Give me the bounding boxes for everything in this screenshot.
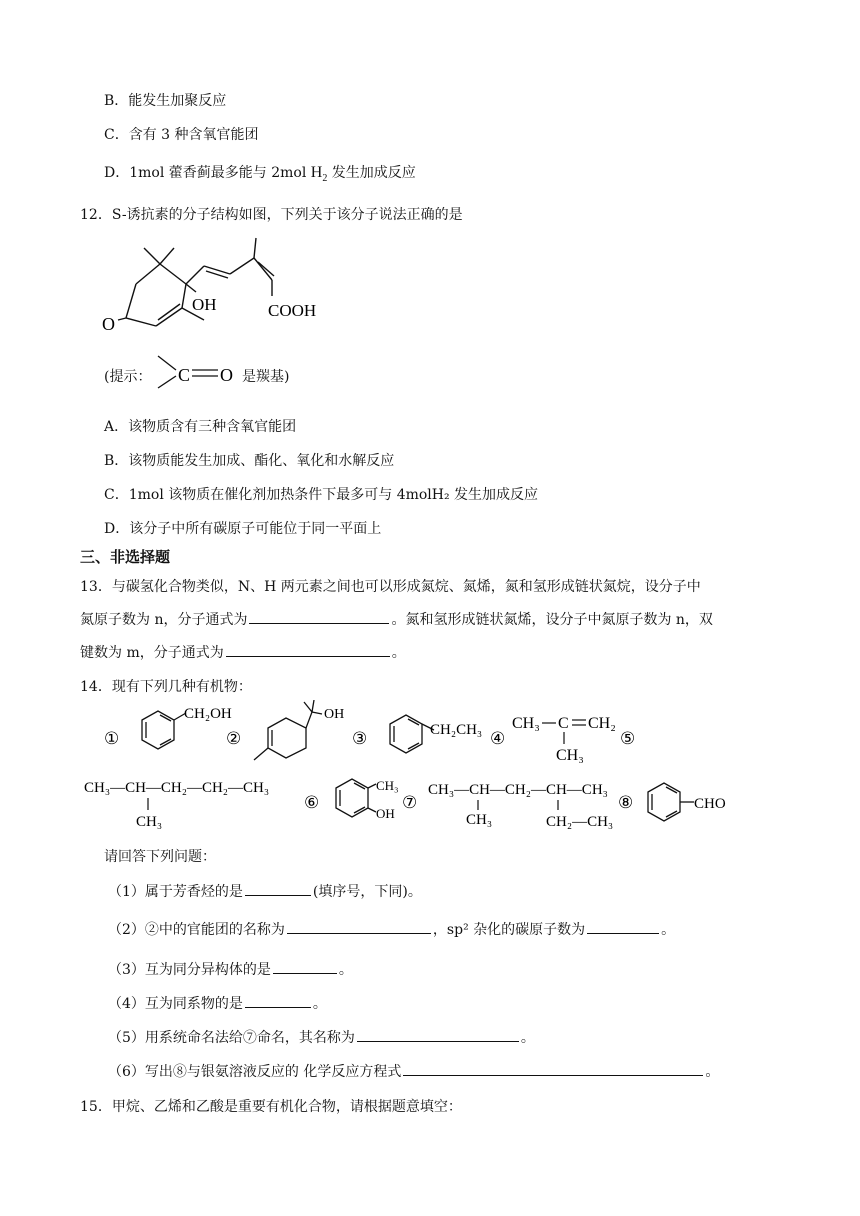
label-7: ⑦ <box>402 793 418 812</box>
q14-blank-6[interactable] <box>403 1060 703 1076</box>
carboxyl-label: COOH <box>268 301 317 320</box>
q14-stem: 14．现有下列几种有机物： <box>80 679 252 695</box>
q14-blank-3[interactable] <box>273 958 337 974</box>
benzene-ring-8 <box>648 783 694 821</box>
q15-stem: 15．甲烷、乙烯和乙酸是重要有机化合物，请根据题意填空： <box>80 1099 462 1115</box>
label-2: ② <box>226 729 242 748</box>
molecules-row-1 <box>100 700 760 774</box>
m7-branch-2: CH₂—CH₃ <box>546 814 614 830</box>
section-heading: 三、非选择题 <box>80 548 171 566</box>
q12-hint <box>104 366 151 386</box>
q14-blank-1[interactable] <box>245 880 311 896</box>
q14-sub-2: （2）②中的官能团的名称为 ，sp² 杂化的碳原子数为 。 <box>108 918 675 939</box>
m4-ch3-left: CH₃ <box>512 715 540 732</box>
q13-line3: 键数为 m，分子通式为 。 <box>80 641 406 662</box>
label-6: ⑥ <box>304 793 320 812</box>
m4-ch2: CH₂ <box>588 715 616 732</box>
option-d-text: D．1mol 藿香蓟最多能与 2mol <box>104 165 307 181</box>
q14-sub-3: （3）互为同分异构体的是 。 <box>108 958 353 979</box>
m4-ch3-down: CH₃ <box>556 747 584 764</box>
label-5: ⑤ <box>620 729 636 748</box>
q12-option-b: B．该物质能发生加成、酯化、氧化和水解反应 <box>104 453 395 469</box>
label-4: ④ <box>490 729 506 748</box>
ketone-oxygen-label: O <box>102 314 115 334</box>
carbonyl-c: C <box>178 365 191 385</box>
m3-group: CH₂CH₃ <box>430 722 483 738</box>
label-3: ③ <box>352 729 368 748</box>
q12-option-c: C．1mol 该物质在催化剂加热条件下最多可与 4molH₂ 发生加成反应 <box>104 487 539 503</box>
q14-blank-2b[interactable] <box>587 918 659 934</box>
q13-line2: 氮原子数为 n，分子通式为 。氮和氢形成链状氮烯，设分子中氮原子数为 n，双 <box>80 608 713 629</box>
hint-prefix: (提示： <box>104 369 152 385</box>
q12-option-d: D．该分子中所有碳原子可能位于同一平面上 <box>104 521 382 537</box>
q14-sub-4: （4）互为同系物的是 。 <box>108 992 327 1013</box>
q14-blank-5[interactable] <box>357 1026 519 1042</box>
option-c-prev: C．含有 3 种含氧官能团 <box>104 127 259 143</box>
benzene-ring-1 <box>142 711 186 749</box>
q14-blank-4[interactable] <box>245 992 311 1008</box>
option-d-tail: 发生加成反应 <box>331 165 416 181</box>
label-8: ⑧ <box>618 793 634 812</box>
m7-branch-1: CH₃ <box>466 812 493 828</box>
q14-sub-1: （1）属于芳香烃的是 (填序号，下同)。 <box>108 880 422 901</box>
q12-stem: 12．S-诱抗素的分子结构如图，下列关于该分子说法正确的是 <box>80 207 463 223</box>
cyclohexene-ring <box>254 700 322 760</box>
q14-blank-2a[interactable] <box>287 918 431 934</box>
s-abscisic-acid-structure <box>100 236 350 336</box>
carbonyl-o: O <box>220 365 233 385</box>
molecules-row-2 <box>82 770 782 832</box>
q13-line1: 13．与碳氢化合物类似，N、H 两元素之间也可以形成氮烷、氮烯，氮和氢形成链状氮烷，设分子中 <box>80 579 701 595</box>
q14-sub-6: （6）写出⑧与银氨溶液反应的 化学反应方程式 。 <box>108 1060 719 1081</box>
hydroxyl-label: OH <box>192 295 217 314</box>
carbonyl-diagram <box>152 350 240 394</box>
m7-main-chain: CH₃—CH—CH₂—CH—CH₃ <box>428 782 608 798</box>
q14-prompt: 请回答下列问题： <box>104 849 216 865</box>
m5-branch: CH₃ <box>136 814 163 830</box>
benzene-ring-3 <box>390 715 434 753</box>
q13-blank-2[interactable] <box>226 641 390 657</box>
m2-hydroxyl: OH <box>324 707 345 722</box>
option-b-prev: B．能发生加聚反应 <box>104 93 227 109</box>
m6-hydroxyl: OH <box>376 806 395 821</box>
q13-blank-1[interactable] <box>249 608 389 624</box>
option-d-prev <box>104 162 416 184</box>
q14-sub-5: （5）用系统命名法给⑦命名，其名称为 。 <box>108 1026 535 1047</box>
m6-methyl: CH₃ <box>376 778 399 793</box>
q12-option-a: A．该物质含有三种含氧官能团 <box>104 419 297 435</box>
m4-c: C <box>558 715 569 732</box>
benzene-ring-6 <box>336 779 376 817</box>
m1-group: CH₂OH <box>184 706 232 722</box>
m8-aldehyde: CHO <box>694 796 726 812</box>
m5-main-chain: CH₃—CH—CH₂—CH₂—CH₃ <box>84 780 270 796</box>
hint-suffix: 是羰基) <box>242 369 290 385</box>
h2-formula: $H_2$ <box>310 164 328 185</box>
label-1: ① <box>104 729 120 748</box>
